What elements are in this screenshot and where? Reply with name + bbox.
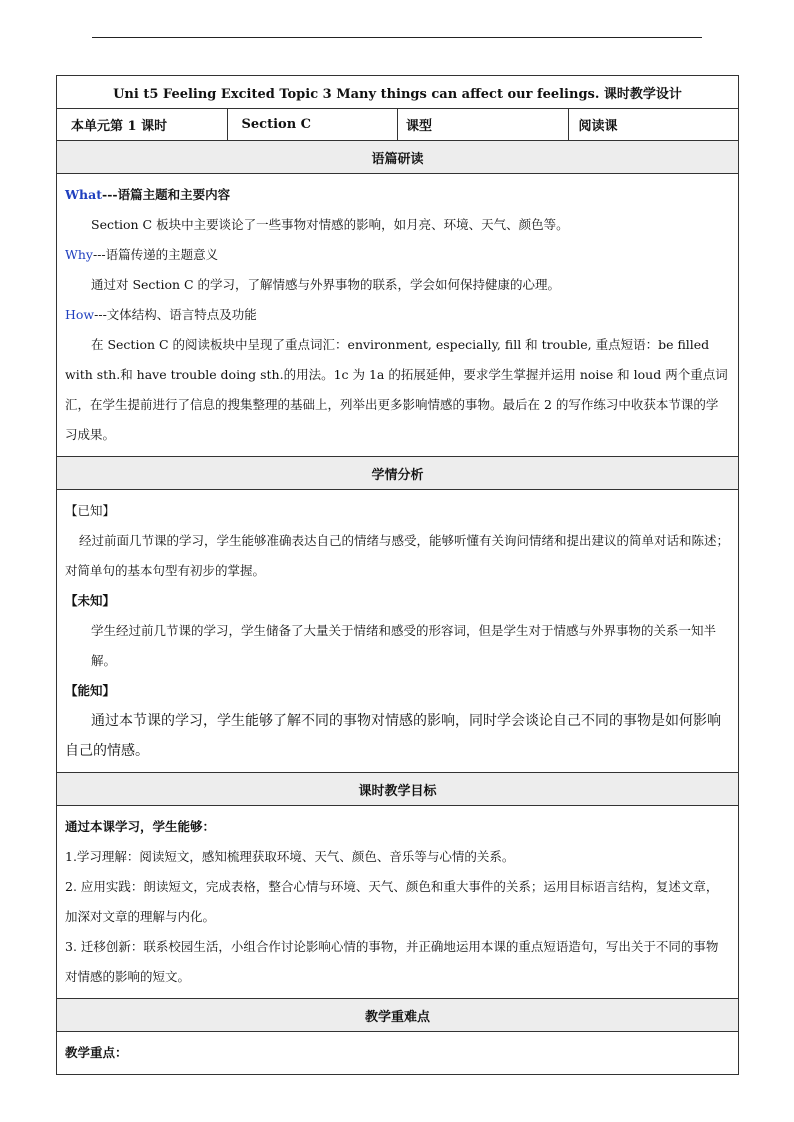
how-desc: ---文体结构、语言特点及功能 <box>94 307 257 322</box>
what-text: Section C 板块中主要谈论了一些事物对情感的影响，如月亮、环境、天气、颜色等。 <box>91 217 569 232</box>
able-label: 【能知】 <box>65 683 116 698</box>
objective-item: 1.学习理解：阅读短文，感知梳理获取环境、天气、颜色、音乐等与心情的关系。 <box>65 849 515 864</box>
reading-body <box>57 174 739 457</box>
lesson-plan-table <box>56 75 739 1075</box>
objectives-intro: 通过本课学习，学生能够： <box>65 819 216 834</box>
why-heading <box>65 240 730 270</box>
document-title: Uni t5 Feeling Excited Topic 3 Many things can affect our feelings. 课时教学设计 <box>57 76 739 109</box>
type-label-cell: 课型 <box>398 109 569 141</box>
why-desc: ---语篇传递的主题意义 <box>92 247 219 262</box>
section-heading-analysis: 学情分析 <box>57 457 739 490</box>
what-desc: ---语篇主题和主要内容 <box>102 187 231 202</box>
objective-item: 2. 应用实践：朗读短文，完成表格，整合心情与环境、天气、颜色和重大事件的关系；运用目标语言结构，复述文章，加深对文章的理解与内化。 <box>65 879 719 924</box>
section-cell: Section C <box>227 109 398 141</box>
unit-lesson-cell: 本单元第 1 课时 <box>57 109 228 141</box>
focus-label: 教学重点： <box>65 1045 128 1060</box>
unknown-text: 学生经过前几节课的学习，学生储备了大量关于情绪和感受的形容词，但是学生对于情感与外界事物的关系一知半解。 <box>91 623 717 668</box>
what-heading <box>65 180 730 210</box>
unknown-label: 【未知】 <box>65 593 116 608</box>
how-text: 在 Section C 的阅读板块中呈现了重点词汇：environment, especially, fill 和 trouble, 重点短语：be filled with sth.和 have trouble doing sth.的用法。1c 为 1a 的拓展延伸，要求学生掌握并运用 noise 和 loud 两个重点词汇，在学生提前进行了信息的搜集整理的基础上，列举出更多影响情感的事物。最后在 2 的写作练习中收获本节课的学习成果。 <box>65 337 728 442</box>
what-key: What <box>65 187 102 202</box>
type-value-cell: 阅读课 <box>568 109 739 141</box>
known-label: 【已知】 <box>65 503 116 518</box>
meta-row <box>57 109 739 141</box>
why-key: Why <box>65 247 93 262</box>
objectives-body <box>57 806 739 999</box>
section-heading-reading: 语篇研读 <box>57 141 739 174</box>
able-text: 通过本节课的学习，学生能够了解不同的事物对情感的影响，同时学会谈论自己不同的事物是如何影响自己的情感。 <box>65 713 721 759</box>
objective-item: 3. 迁移创新：联系校园生活，小组合作讨论影响心情的事物，并正确地运用本课的重点短语造句，写出关于不同的事物对情感的影响的短文。 <box>65 939 719 984</box>
how-heading <box>65 300 730 330</box>
header-rule <box>92 37 702 38</box>
known-text: 经过前面几节课的学习，学生能够准确表达自己的情绪与感受，能够听懂有关询问情绪和提出建议的简单对话和陈述；对简单句的基本句型有初步的掌握。 <box>65 533 730 578</box>
section-heading-key-points: 教学重难点 <box>57 999 739 1032</box>
analysis-body <box>57 490 739 773</box>
why-text: 通过对 Section C 的学习，了解情感与外界事物的联系，学会如何保持健康的心理。 <box>91 277 561 292</box>
section-heading-objectives: 课时教学目标 <box>57 773 739 806</box>
how-key: How <box>65 307 95 322</box>
key-points-body <box>57 1032 739 1075</box>
